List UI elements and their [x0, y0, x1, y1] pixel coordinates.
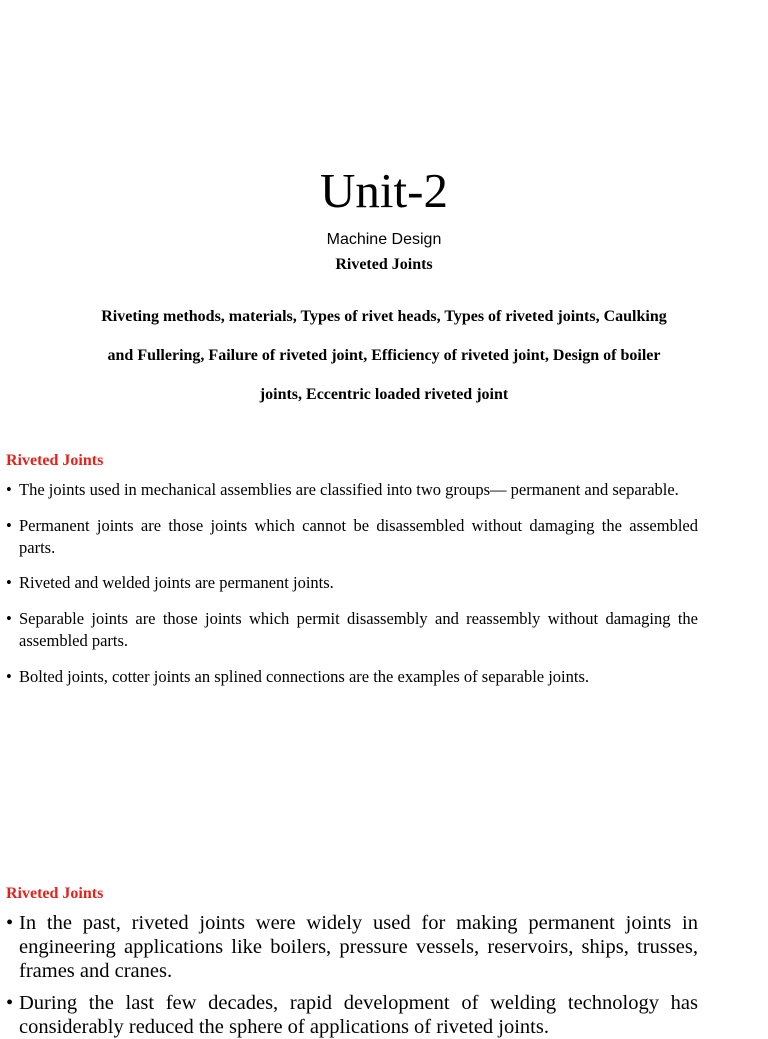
syllabus-text: Riveting methods, materials, Types of rivet heads, Types of riveted joints, Caulking and Fullering, Failure of riveted joint, Efficiency of riveted joint, Design of boiler joints, Eccentric loaded riveted joint: [101, 308, 667, 403]
bullet-item: • The joints used in mechanical assemblies are classified into two groups— permanent and separable.: [6, 479, 698, 501]
bullet-item: • Bolted joints, cotter joints an splined connections are the examples of separable joints.: [6, 666, 698, 688]
bullet-item: • Permanent joints are those joints which cannot be disassembled without damaging the assembled parts.: [6, 515, 698, 559]
topic-name: Riveted Joints: [335, 256, 433, 273]
bullet-item: • Riveted and welded joints are permanent joints.: [6, 572, 698, 594]
section-heading-riveted-joints: Riveted Joints: [6, 452, 104, 469]
bullet-item: • During the last few decades, rapid development of welding technology has considerably reduced the sphere of applications of riveted joints.: [6, 991, 698, 1039]
subject-name: Machine Design: [326, 231, 442, 248]
section-heading-riveted-joints-2: Riveted Joints: [6, 885, 104, 902]
unit-title: Unit-2: [320, 163, 448, 218]
bullet-list-riveted-history: [6, 911, 698, 1039]
bullet-item: • Separable joints are those joints which permit disassembly and reassembly without damaging the assembled parts.: [6, 608, 698, 652]
title-slide: [0, 0, 768, 440]
bullet-list-joint-types: [6, 479, 698, 688]
bullet-item: • In the past, riveted joints were widely used for making permanent joints in engineering applications like boilers, pressure vessels, reservoirs, ships, trusses, frames and cranes.: [6, 911, 698, 983]
